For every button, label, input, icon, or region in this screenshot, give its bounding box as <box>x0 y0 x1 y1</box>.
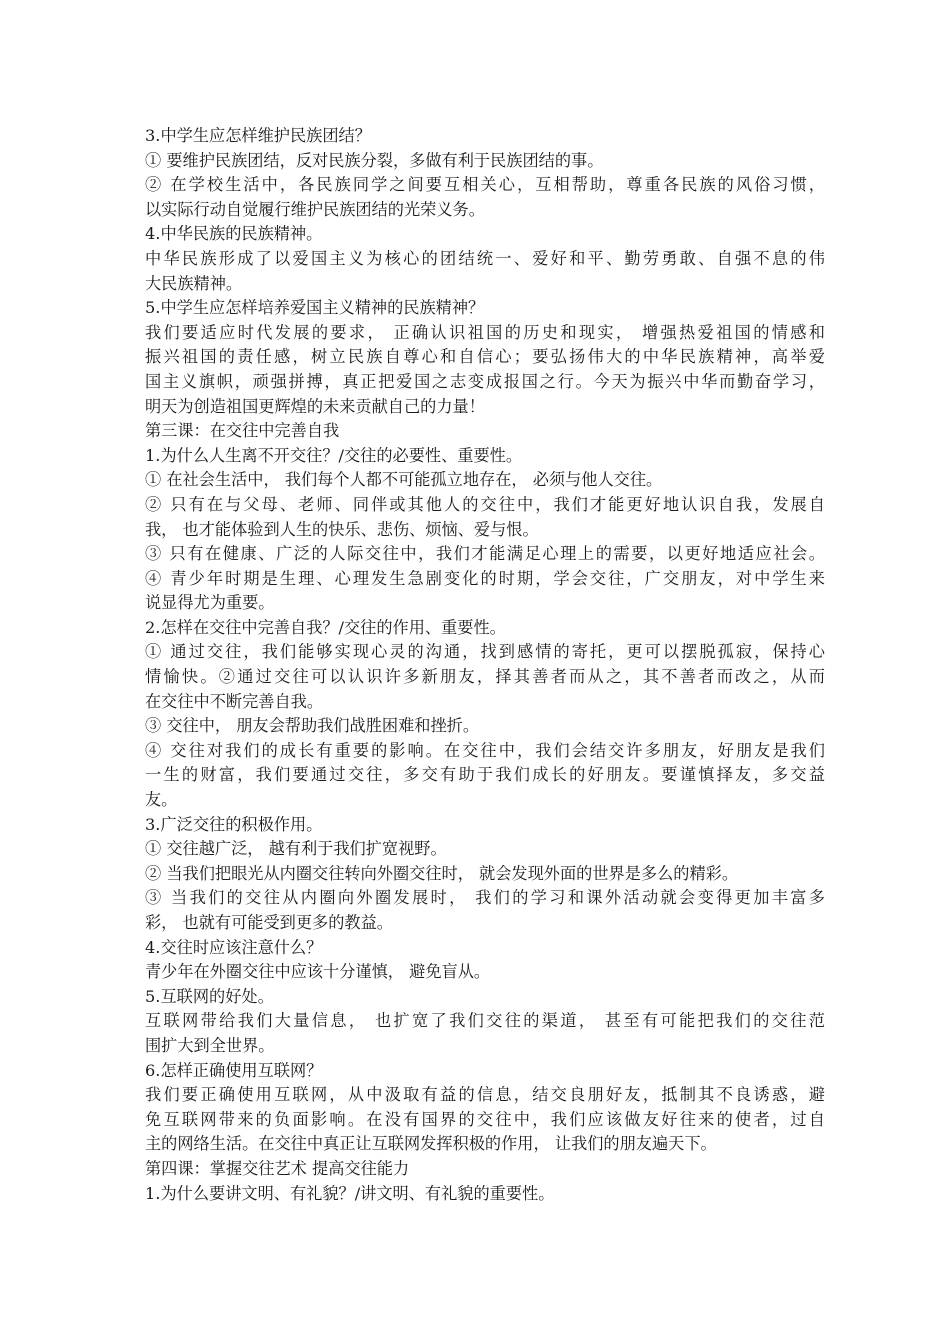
lesson-title-3: 第三课：在交往中完善自我 <box>145 421 340 441</box>
text-line: ② 在学校生活中，各民族同学之间要互相关心，互相帮助，尊重各民族的风俗习惯， <box>145 175 825 195</box>
heading-4b: 4.交往时应该注意什么？ <box>145 937 323 957</box>
heading-1b: 1.为什么要讲文明、有礼貌？/讲文明、有礼貌的重要性。 <box>145 1183 555 1203</box>
heading-5: 5.中学生应怎样培养爱国主义精神的民族精神？ <box>145 298 485 318</box>
text-line: 互联网带给我们大量信息， 也扩宽了我们交往的渠道， 甚至有可能把我们的交往范 <box>145 1011 825 1031</box>
text-line: ② 当我们把眼光从内圈交往转向外圈交往时， 就会发现外面的世界是多么的精彩。 <box>145 863 739 883</box>
text-line: ② 只有在与父母、老师、同伴或其他人的交往中，我们才能更好地认识自我，发展自 <box>145 494 825 514</box>
text-line: 振兴祖国的责任感，树立民族自尊心和自信心；要弘扬伟大的中华民族精神，高举爱 <box>145 347 825 367</box>
text-line: ① 要维护民族团结，反对民族分裂，多做有利于民族团结的事。 <box>145 150 604 170</box>
text-line: 友。 <box>145 790 178 810</box>
text-line: 我， 也才能体验到人生的快乐、悲伤、烦恼、爱与恨。 <box>145 519 539 539</box>
heading-5b: 5.互联网的好处。 <box>145 986 274 1006</box>
text-line: 主的网络生活。在交往中真正让互联网发挥积极的作用， 让我们的朋友遍天下。 <box>145 1134 717 1154</box>
text-line: 情愉快。②通过交往可以认识许多新朋友，择其善者而从之，其不善者而改之，从而 <box>145 667 825 687</box>
text-line: 以实际行动自觉履行维护民族团结的光荣义务。 <box>145 199 485 219</box>
heading-3: 3.中学生应怎样维护民族团结？ <box>145 126 371 145</box>
text-line: 我们要适应时代发展的要求， 正确认识祖国的历史和现实， 增强热爱祖国的情感和 <box>145 322 825 342</box>
text-line: 免互联网带来的负面影响。在没有国界的交往中，我们应该做友好往来的使者，过自 <box>145 1109 825 1129</box>
text-line: 我们要正确使用互联网，从中汲取有益的信息，结交良朋好友，抵制其不良诱惑，避 <box>145 1085 825 1105</box>
text-line: ① 交往越广泛， 越有利于我们扩宽视野。 <box>145 839 447 859</box>
text-line: 彩， 也就有可能受到更多的教益。 <box>145 913 393 932</box>
text-line: 在交往中不断完善自我。 <box>145 691 324 711</box>
heading-6: 6.怎样正确使用互联网？ <box>145 1060 323 1080</box>
text-line: 国主义旗帜，顽强拼搏，真正把爱国之志变成报国之行。今天为振兴中华而勤奋学习， <box>145 371 825 391</box>
text-line: ① 在社会生活中， 我们每个人都不可能孤立地存在， 必须与他人交往。 <box>145 470 663 490</box>
text-line: 说显得尤为重要。 <box>145 593 275 613</box>
text-line: ③ 只有在健康、广泛的人际交往中，我们才能满足心理上的需要，以更好地适应社会。 <box>145 544 825 564</box>
heading-3b: 3.广泛交往的积极作用。 <box>145 814 323 834</box>
text-line: ④ 交往对我们的成长有重要的影响。在交往中，我们会结交许多朋友，好朋友是我们 <box>145 740 825 760</box>
text-line: ④ 青少年时期是生理、心理发生急剧变化的时期，学会交往，广交朋友，对中学生来 <box>145 568 825 588</box>
heading-2: 2.怎样在交往中完善自我？/交往的作用、重要性。 <box>145 617 506 637</box>
text-line: 围扩大到全世界。 <box>145 1035 275 1055</box>
text-line: ① 通过交往，我们能够实现心灵的沟通，找到感情的寄托，更可以摆脱孤寂，保持心 <box>145 642 825 662</box>
heading-4: 4.中华民族的民族精神。 <box>145 224 323 244</box>
text-line: 青少年在外圈交往中应该十分谨慎， 避免盲从。 <box>145 962 491 982</box>
lesson-title-4: 第四课：掌握交往艺术 提高交往能力 <box>145 1158 410 1178</box>
document-body <box>145 124 825 1206</box>
text-line: 一生的财富，我们要通过交往，多交有助于我们成长的好朋友。要谨慎择友，多交益 <box>145 765 825 785</box>
heading-1: 1.为什么人生离不开交往？/交往的必要性、重要性。 <box>145 445 523 465</box>
text-line: 明天为创造祖国更辉煌的未来贡献自己的力量！ <box>145 396 485 416</box>
text-line: ③ 当我们的交往从内圈向外圈发展时， 我们的学习和课外活动就会变得更加丰富多 <box>145 888 825 908</box>
text-line: ③ 交往中， 朋友会帮助我们战胜困难和挫折。 <box>145 716 480 736</box>
text-line: 大民族精神。 <box>145 273 243 293</box>
text-line: 中华民族形成了以爱国主义为核心的团结统一、爱好和平、勤劳勇敢、自强不息的伟 <box>145 248 825 268</box>
